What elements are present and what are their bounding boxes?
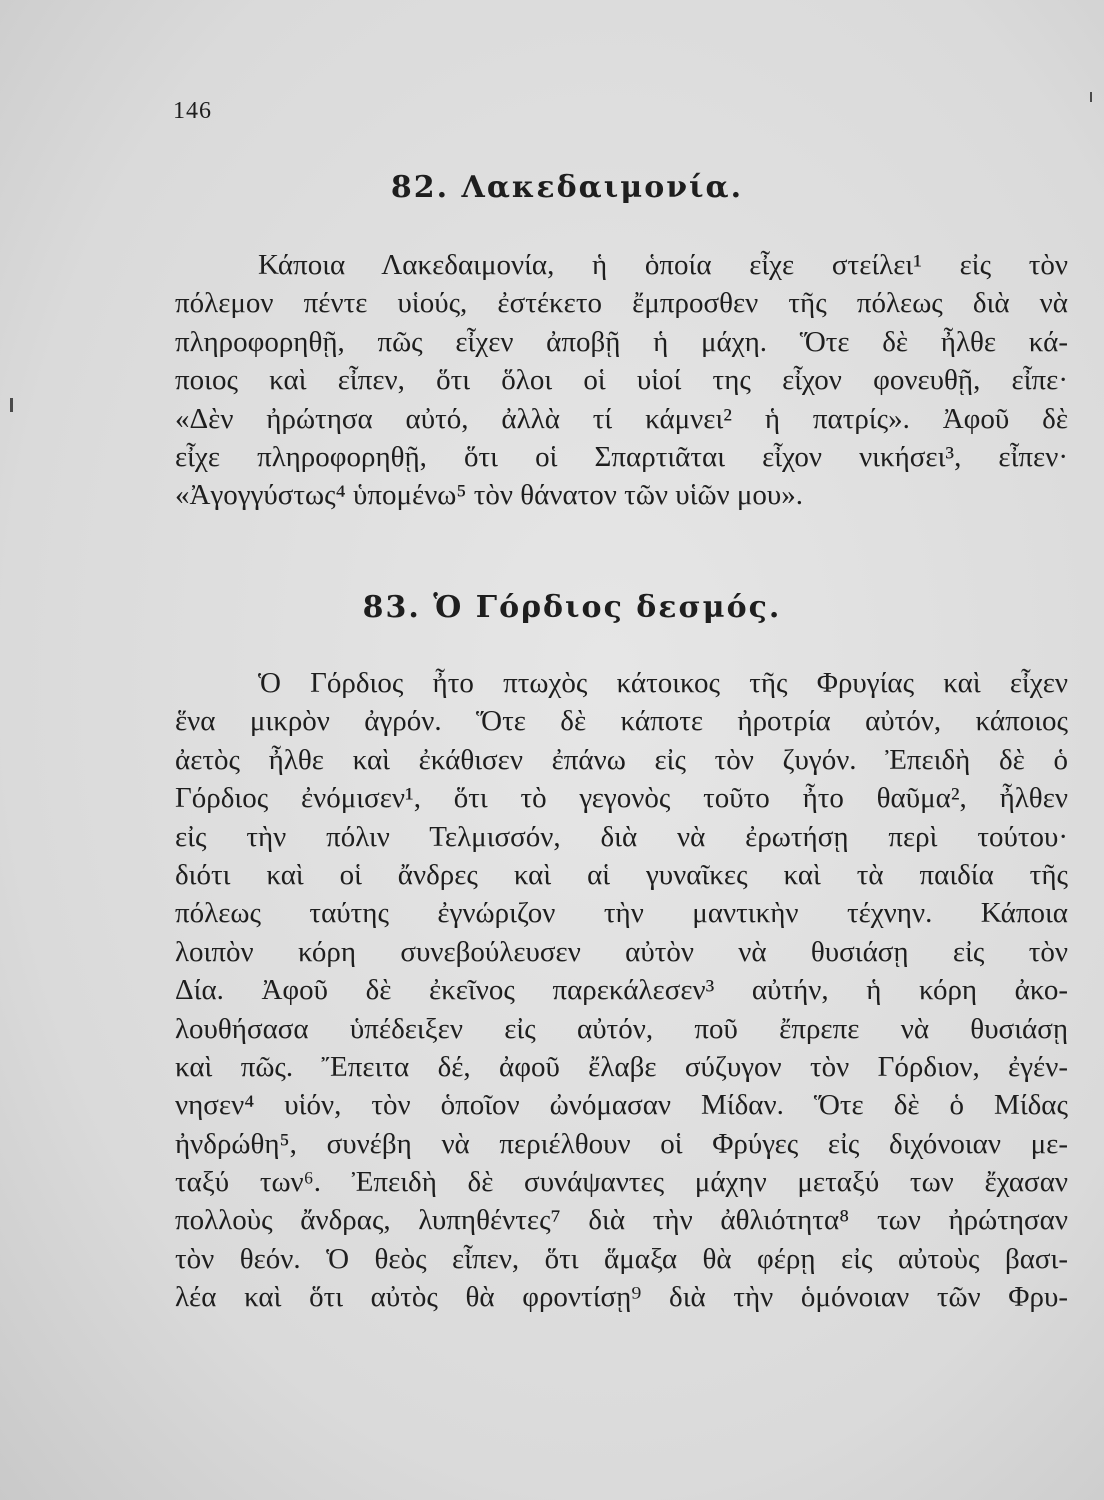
- page-edge-mark: [1090, 92, 1092, 102]
- text-line: «Δὲν ἠρώτησα αὐτό, ἀλλὰ τί κάμνει² ἡ πατρίς». Ἀφοῦ δὲ: [175, 402, 1068, 435]
- text-line: ταξύ των⁶. Ἐπειδὴ δὲ συνάψαντες μάχην μεταξύ των ἔχασαν: [175, 1166, 1068, 1199]
- page-edge-mark: [10, 398, 13, 412]
- text-line: Δία. Ἀφοῦ δὲ ἐκεῖνος παρεκάλεσεν³ αὐτήν, ἡ κόρη ἀκο-: [175, 974, 1068, 1007]
- text-line: νησεν⁴ υἱόν, τὸν ὁποῖον ὠνόμασαν Μίδαν. Ὅτε δὲ ὁ Μίδας: [175, 1089, 1068, 1122]
- section-body: [175, 664, 1068, 1317]
- text-line: λουθήσασα ὑπέδειξεν εἰς αὐτόν, ποῦ ἔπρεπε νὰ θυσιάσῃ: [175, 1012, 1068, 1045]
- text-line: Ὁ Γόρδιος ἦτο πτωχὸς κάτοικος τῆς Φρυγίας καὶ εἶχεν: [258, 667, 1068, 699]
- text-line: λοιπὸν κόρη συνεβούλευσεν αὐτὸν νὰ θυσιάσῃ εἰς τὸν: [175, 935, 1068, 968]
- text-line: εἶχε πληροφορηθῇ, ὅτι οἱ Σπαρτιᾶται εἶχον νικήσει³, εἶπεν·: [175, 440, 1068, 473]
- page-number: 146: [173, 98, 212, 124]
- text-line: πόλεως ταύτης ἐγνώριζον τὴν μαντικὴν τέχνην. Κάποια: [175, 897, 1068, 930]
- text-line: Κάποια Λακεδαιμονία, ἡ ὁποία εἶχε στείλει¹ εἰς τὸν: [258, 249, 1068, 281]
- text-line: διότι καὶ οἱ ἄνδρες καὶ αἱ γυναῖκες καὶ τὰ παιδία τῆς: [175, 858, 1068, 891]
- text-line: καὶ πῶς. Ἔπειτα δέ, ἀφοῦ ἔλαβε σύζυγον τὸν Γόρδιον, ἐγέν-: [175, 1050, 1068, 1083]
- text-line: πολλοὺς ἄνδρας, λυπηθέντες⁷ διὰ τὴν ἀθλιότητα⁸ των ἠρώτησαν: [175, 1204, 1068, 1237]
- text-line: πληροφορηθῇ, πῶς εἶχεν ἀποβῇ ἡ μάχη. Ὅτε δὲ ἦλθε κά-: [175, 325, 1068, 358]
- text-line: ἕνα μικρὸν ἀγρόν. Ὅτε δὲ κάποτε ἠροτρία αὐτόν, κάποιος: [175, 705, 1068, 738]
- section-body: [175, 246, 1068, 515]
- text-line: λέα καὶ ὅτι αὐτὸς θὰ φροντίσῃ⁹ διὰ τὴν ὁμόνοιαν τῶν Φρυ-: [175, 1281, 1068, 1314]
- text-line: «Ἀγογγύστως⁴ ὑπομένω⁵ τὸν θάνατον τῶν υἱῶν μου».: [175, 479, 804, 512]
- section-heading: 83. Ὁ Γόρδιος δεσμός.: [362, 590, 782, 625]
- text-line: εἰς τὴν πόλιν Τελμισσόν, διὰ νὰ ἐρωτήσῃ περὶ τούτου·: [175, 820, 1068, 853]
- text-line: τὸν θεόν. Ὁ θεὸς εἶπεν, ὅτι ἅμαξα θὰ φέρῃ εἰς αὐτοὺς βασι-: [175, 1242, 1068, 1275]
- section-heading: 82. Λακεδαιμονία.: [390, 170, 744, 205]
- text-line: ἀετὸς ἦλθε καὶ ἐκάθισεν ἐπάνω εἰς τὸν ζυγόν. Ἐπειδὴ δὲ ὁ: [175, 743, 1068, 776]
- text-line: πόλεμον πέντε υἱούς, ἐστέκετο ἔμπροσθεν τῆς πόλεως διὰ νὰ: [175, 287, 1068, 320]
- text-line: ποιος καὶ εἶπεν, ὅτι ὅλοι οἱ υἱοί της εἶχον φονευθῇ, εἶπε·: [175, 364, 1068, 397]
- text-line: ἠνδρώθη⁵, συνέβη νὰ περιέλθουν οἱ Φρύγες εἰς διχόνοιαν με-: [175, 1127, 1068, 1160]
- text-line: Γόρδιος ἐνόμισεν¹, ὅτι τὸ γεγονὸς τοῦτο ἦτο θαῦμα², ἦλθεν: [175, 782, 1068, 815]
